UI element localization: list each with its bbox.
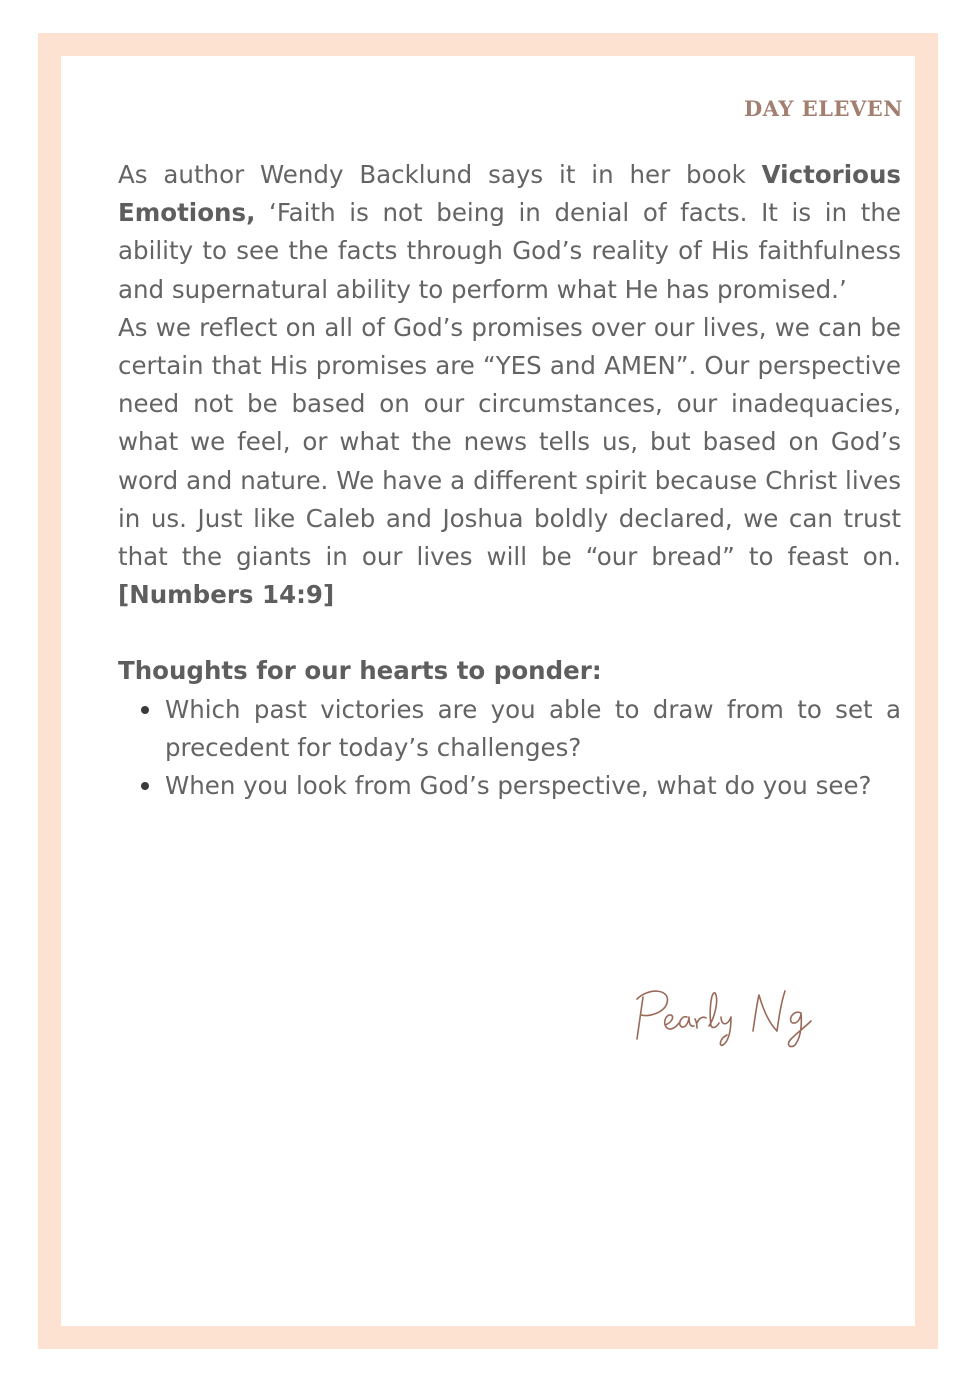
- ponder-heading: Thoughts for our hearts to ponder:: [118, 656, 602, 686]
- reflection-text: As we reflect on all of God’s promises over our lives, we can be certain that His promises are “YES and AMEN”. Our perspective need not be based on our circumstances, our inadequacies, what we feel, or what the news tells us, but based on God’s word and nature. We have a different spirit because Christ lives in us. Just like Caleb and Joshua boldly declared, we can trust that the giants in our lives will be “our bread” to feast on.: [118, 312, 901, 572]
- ponder-item: [165, 691, 901, 767]
- paragraph-spacer: [118, 614, 901, 652]
- devotional-body: [118, 156, 901, 805]
- faith-quote: ‘Faith is not being in denial of facts. It is in the ability to see the facts through God’s reality of His faithfulness and supernatural ability to perform what He has promised.’: [118, 198, 901, 304]
- ponder-item-text: Which past victories are you able to draw from to set a precedent for today’s challenges?: [165, 694, 901, 762]
- ponder-item-text: When you look from God’s perspective, what do you see?: [165, 771, 872, 801]
- day-label: DAY ELEVEN: [743, 96, 903, 121]
- ponder-list: [118, 691, 901, 806]
- bullet-icon: [141, 706, 149, 714]
- paragraph-quote-intro: As author Wendy Backlund says it in her book: [118, 160, 762, 189]
- page-content-area: [61, 56, 915, 1326]
- handwritten-signature: [631, 981, 831, 1061]
- page-border-frame: [38, 33, 938, 1349]
- scripture-reference: [Numbers 14:9]: [118, 580, 335, 610]
- paragraph-quote: [118, 156, 901, 309]
- paragraph-reflection: [118, 309, 901, 615]
- bullet-icon: [141, 782, 149, 790]
- ponder-item: [165, 767, 901, 805]
- book-title: Victorious Emotions,: [118, 160, 901, 228]
